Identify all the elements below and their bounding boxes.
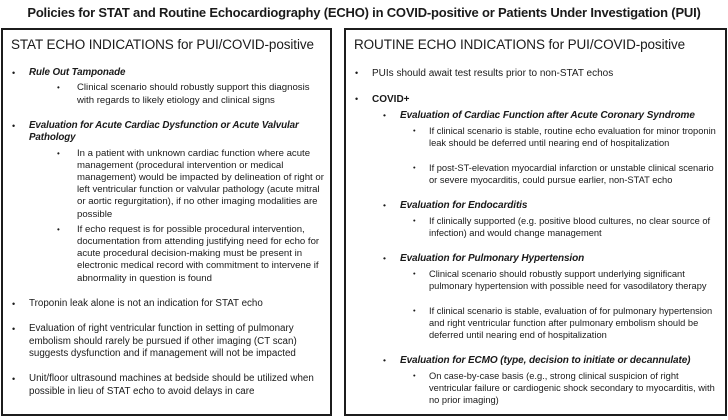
bullet-item [9,120,324,145]
bullet-item [352,162,719,186]
bullet-icon: • [355,94,359,104]
bullet-text: Evaluation for Endocarditis [400,200,528,211]
bullet-icon: • [355,68,359,78]
bullet-icon: • [12,324,16,335]
bullet-text: Evaluation of right ventricular function in setting of pulmonary embolism should rarely be pursued if other imaging (CT scan) suggests dysfunction and if management will not be impacted [29,323,297,360]
bullet-icon: • [413,126,416,135]
bullet-icon: • [383,253,386,263]
bullet-text: Evaluation for Acute Cardiac Dysfunction or Acute Valvular Pathology [29,119,299,144]
bullet-text: In a patient with unknown cardiac function where acute management (procedural intervention or medical management) would be impacted by delineation of right or left ventricular function or valvular pathology (acute mitral or aortic regurgitation), if no other imaging modalities are possible [77,147,324,220]
bullet-text: Troponin leak alone is not an indication for STAT echo [29,297,263,309]
bullet-item [352,370,719,406]
bullet-item [352,354,719,367]
bullet-icon: • [413,216,416,225]
bullet-item [352,93,719,106]
bullet-icon: • [12,298,16,309]
bullet-item [352,305,719,341]
bullet-item [352,199,719,212]
bullet-icon: • [413,371,416,380]
bullet-icon: • [413,163,416,172]
bullet-item [9,82,324,106]
stat-echo-panel-header: STAT ECHO INDICATIONS for PUI/COVID-positive [11,37,314,52]
bullet-text: Evaluation for ECMO (type, decision to initiate or decannulate) [400,355,691,366]
panels-container [1,28,727,416]
bullet-icon: • [383,355,386,365]
bullet-icon: • [383,110,386,120]
bullet-item [9,298,324,310]
bullet-text: COVID+ [372,94,410,105]
page-title: Policies for STAT and Routine Echocardiography (ECHO) in COVID-positive or Patients Under Investigation (PUI) [27,5,701,20]
bullet-text: If clinically supported (e.g. positive blood cultures, no clear source of infection) and would change management [429,216,711,238]
bullet-icon: • [57,148,60,158]
bullet-icon: • [57,83,60,93]
bullet-item [352,67,719,80]
bullet-icon: • [12,120,16,131]
bullet-item [9,323,324,360]
bullet-item [352,268,719,292]
stat-echo-panel [1,28,332,416]
routine-echo-panel [344,28,727,416]
bullet-text: If clinical scenario is stable, evaluation of for pulmonary hypertension and right ventricular function after pulmonary embolism should be deferred until nearing end of hospitalization [429,306,713,340]
bullet-text: Evaluation for Pulmonary Hypertension [400,253,585,264]
bullet-text: If clinical scenario is stable, routine echo evaluation for minor troponin leak should be deferred until nearing end of hospitalization [429,126,716,148]
bullet-icon: • [413,306,416,315]
bullet-icon: • [12,68,16,78]
bullet-icon: • [57,224,60,234]
bullet-icon: • [383,200,386,210]
bullet-item [9,148,324,221]
bullet-item [9,67,324,79]
bullet-text: If echo request is for possible procedural intervention, documentation from attending justifying need for echo for acute procedural decision-making must be present in electronic medical record with commitment to intervene if abnormality in question is found [77,223,320,284]
bullet-item [352,252,719,265]
routine-echo-panel-header: ROUTINE ECHO INDICATIONS for PUI/COVID-positive [354,37,686,52]
bullet-item [352,125,719,149]
bullet-text: Rule Out Tamponade [29,67,126,78]
bullet-item [9,373,324,398]
bullet-text: Clinical scenario should robustly support underlying significant pulmonary hypertension with possible need for vasodilatory therapy [429,269,707,291]
bullet-text: If post-ST-elevation myocardial infarction or unstable clinical scenario or severe myocarditis, could pursue earlier, non-STAT echo [429,163,714,185]
bullet-item [352,109,719,122]
routine-echo-bullet-list [352,67,719,406]
bullet-text: Clinical scenario should robustly support this diagnosis with regards to likely etiology and clinical signs [77,82,310,106]
bullet-icon: • [12,374,16,385]
bullet-icon: • [413,269,416,278]
bullet-text: Unit/floor ultrasound machines at bedside should be utilized when possible in lieu of STAT echo to avoid delays in care [29,373,314,397]
bullet-item [9,224,324,285]
bullet-text: On case-by-case basis (e.g., strong clinical suspicion of right ventricular failure or cardiogenic shock secondary to myocarditis, with no prior imaging) [429,371,715,405]
bullet-text: PUIs should await test results prior to non-STAT echos [372,68,614,79]
stat-echo-bullet-list [9,67,324,398]
bullet-item [352,215,719,239]
bullet-text: Evaluation of Cardiac Function after Acute Coronary Syndrome [400,110,695,121]
